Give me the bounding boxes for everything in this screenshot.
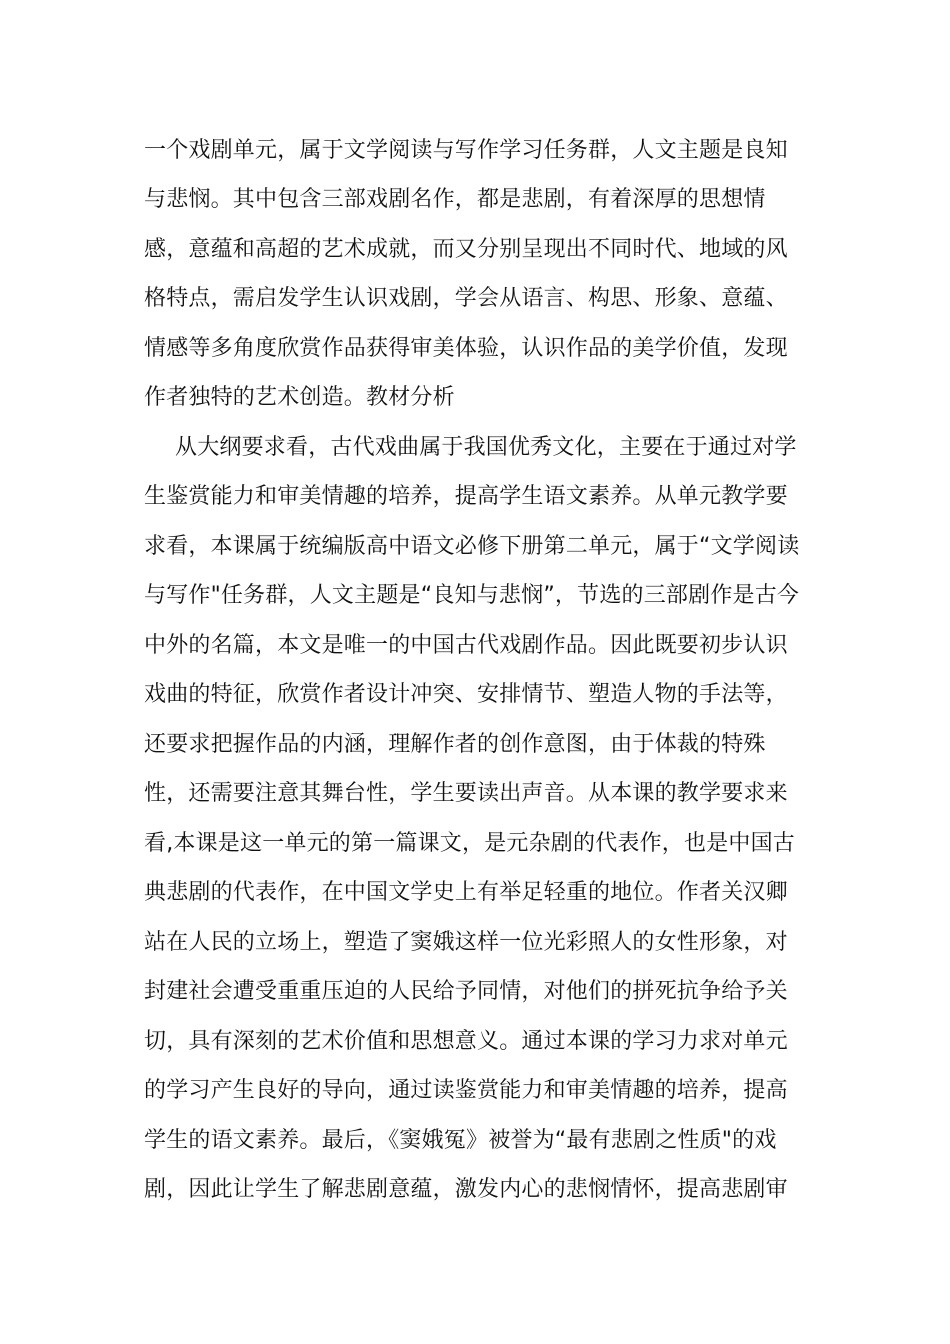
- paragraph-2-line-3: 求看，本课属于统编版高中语文必修下册第二单元，属于“文学阅读: [144, 534, 800, 559]
- paragraph-2-line-9: 看,本课是这一单元的第一篇课文，是元杂剧的代表作，也是中国古: [144, 831, 795, 856]
- paragraph-2-line-12: 封建社会遭受重重压迫的人民给予同情，对他们的拼死抗争给予关: [144, 979, 788, 1004]
- paragraph-1-line-2: 与悲悯。其中包含三部戏剧名作，都是悲剧，有着深厚的思想情: [144, 187, 766, 212]
- paragraph-1-line-1: 一个戏剧单元，属于文学阅读与写作学习任务群，人文主题是良知: [144, 138, 788, 163]
- paragraph-2-line-8: 性，还需要注意其舞台性，学生要读出声音。从本课的教学要求来: [144, 781, 788, 806]
- paragraph-1-line-3: 感，意蕴和高超的艺术成就，而又分别呈现出不同时代、地域的风: [144, 237, 788, 262]
- paragraph-2-line-11: 站在人民的立场上，塑造了窦娥这样一位光彩照人的女性形象，对: [144, 930, 788, 955]
- paragraph-2-line-6: 戏曲的特征，欣赏作者设计冲突、安排情节、塑造人物的手法等，: [144, 682, 788, 707]
- paragraph-2-line-1: 从大纲要求看，古代戏曲属于我国优秀文化，主要在于通过对学: [175, 435, 797, 460]
- paragraph-1-line-5: 情感等多角度欣赏作品获得审美体验，认识作品的美学价值，发现: [144, 336, 788, 361]
- paragraph-2-line-16: 剧，因此让学生了解悲剧意蕴，激发内心的悲悯情怀，提高悲剧审: [144, 1177, 788, 1202]
- paragraph-1-line-6: 作者独特的艺术创造。教材分析: [144, 385, 455, 410]
- paragraph-2-line-10: 典悲剧的代表作，在中国文学史上有举足轻重的地位。作者关汉卿: [144, 880, 788, 905]
- paragraph-2-line-7: 还要求把握作品的内涵，理解作者的创作意图，由于体裁的特殊: [144, 732, 766, 757]
- paragraph-2-line-2: 生鉴赏能力和审美情趣的培养，提高学生语文素养。从单元教学要: [144, 484, 788, 509]
- paragraph-2-line-15: 学生的语文素养。最后，《窦娥冤》被誉为“最有悲剧之性质"的戏: [144, 1128, 777, 1153]
- paragraph-2-line-4: 与写作"任务群，人文主题是“良知与悲悯”，节选的三部剧作是古今: [144, 583, 800, 608]
- paragraph-2-line-14: 的学习产生良好的导向，通过读鉴赏能力和审美情趣的培养，提高: [144, 1078, 788, 1103]
- paragraph-1-line-4: 格特点，需启发学生认识戏剧，学会从语言、构思、形象、意蕴、: [144, 286, 788, 311]
- paragraph-2-line-5: 中外的名篇，本文是唯一的中国古代戏剧作品。因此既要初步认识: [144, 633, 788, 658]
- paragraph-2-line-13: 切，具有深刻的艺术价值和思想意义。通过本课的学习力求对单元: [144, 1029, 788, 1054]
